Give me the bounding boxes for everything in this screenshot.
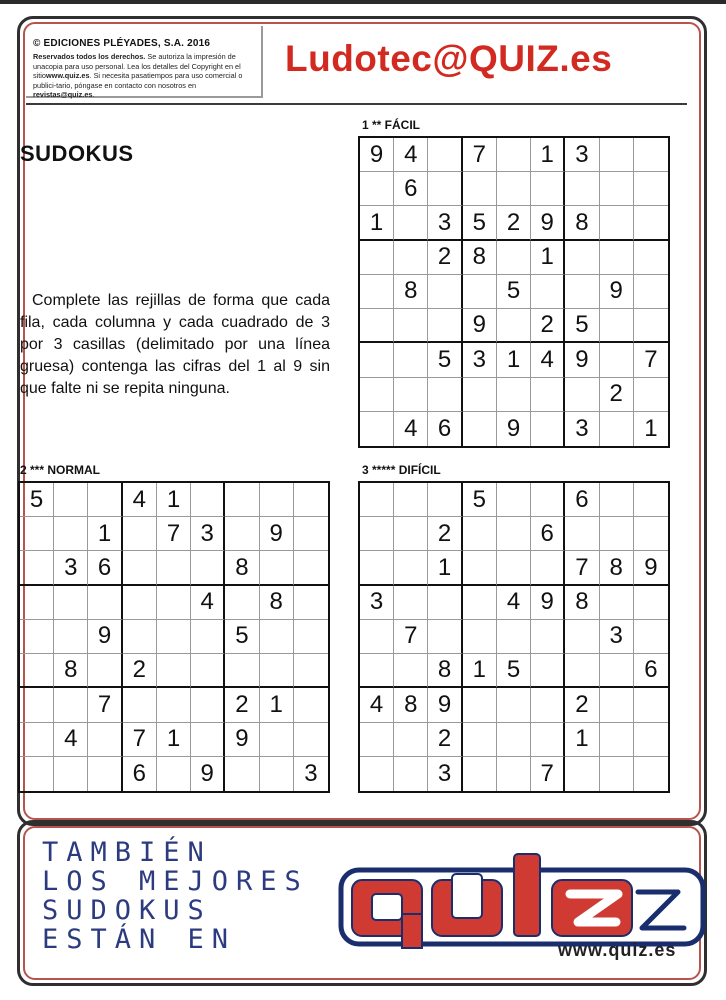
sudoku-cell[interactable]	[360, 241, 394, 275]
sudoku-cell[interactable]	[225, 757, 259, 791]
notice-text: copia para uso personal. Lea los detalles del Copyright en el sitio	[33, 61, 241, 81]
sudoku-cell: 4	[394, 138, 428, 172]
sudoku-cell[interactable]	[531, 275, 565, 309]
sudoku-cell: 8	[600, 551, 634, 585]
ad-slogan	[42, 838, 309, 954]
sudoku-grid-hard	[358, 481, 670, 793]
sudoku-cell: 1	[463, 654, 497, 688]
sudoku-cell[interactable]	[634, 378, 668, 412]
sudoku-cell[interactable]	[565, 620, 599, 654]
sudoku-cell: 3	[360, 586, 394, 620]
sudoku-cell[interactable]	[634, 688, 668, 722]
sudoku-cell: 2	[531, 309, 565, 343]
sudoku-cell[interactable]	[225, 483, 259, 517]
sudoku-cell[interactable]	[360, 172, 394, 206]
sudoku-cell: 8	[394, 688, 428, 722]
sudoku-cell: 3	[428, 757, 462, 791]
sudoku-cell: 7	[531, 757, 565, 791]
sudoku-cell: 3	[600, 620, 634, 654]
sudoku-cell[interactable]	[191, 551, 225, 585]
notice-text: Se autoriza la impresión de una	[33, 52, 236, 71]
sudoku-cell: 6	[123, 757, 157, 791]
sudoku-cell: 5	[225, 620, 259, 654]
sudoku-cell[interactable]	[191, 620, 225, 654]
sudoku-cell: 3	[191, 517, 225, 551]
notice-text: tario, póngase en contacto con nosotros en	[56, 80, 197, 90]
sudoku-cell[interactable]	[497, 483, 531, 517]
puzzle-label-easy: 1 ** FÁCIL	[362, 118, 421, 132]
copyright-title: © EDICIONES PLÉYADES, S.A. 2016	[33, 38, 211, 49]
page-title: SUDOKUS	[20, 141, 134, 166]
sudoku-cell[interactable]	[497, 723, 531, 757]
sudoku-cell[interactable]	[20, 551, 54, 585]
sudoku-cell: 3	[428, 206, 462, 240]
sudoku-cell[interactable]	[463, 688, 497, 722]
sudoku-cell[interactable]	[88, 723, 122, 757]
ad-line: SUDOKUS	[42, 895, 212, 926]
sudoku-cell[interactable]	[634, 483, 668, 517]
sudoku-cell: 4	[191, 586, 225, 620]
sudoku-cell[interactable]	[394, 757, 428, 791]
sudoku-cell[interactable]	[600, 138, 634, 172]
ad-line: ESTÁN EN	[42, 924, 237, 955]
notice-bold-text: Reservados todos los derechos.	[33, 52, 146, 61]
sudoku-cell: 3	[304, 759, 318, 787]
sudoku-cell[interactable]	[260, 483, 294, 517]
sudoku-cell[interactable]	[428, 172, 462, 206]
top-border-line	[0, 0, 726, 4]
sudoku-cell: 2	[565, 688, 599, 722]
sudoku-cell[interactable]	[634, 275, 668, 309]
sudoku-cell: 6	[428, 412, 462, 446]
sudoku-cell[interactable]	[634, 586, 668, 620]
sudoku-cell[interactable]	[191, 688, 225, 722]
sudoku-cell[interactable]	[360, 275, 394, 309]
sudoku-cell[interactable]	[634, 172, 668, 206]
sudoku-cell: 6	[531, 517, 565, 551]
sudoku-cell[interactable]	[260, 551, 294, 585]
ad-line: LOS MEJORES	[42, 866, 309, 897]
sudoku-cell: 7	[634, 343, 668, 377]
sudoku-cell: 6	[88, 551, 122, 585]
sudoku-cell[interactable]	[54, 620, 88, 654]
instructions-text: Complete las rejillas de forma que cada fila, cada columna y cada cuadrado de 3 por 3 casillas (delimitado por una línea gruesa) contenga las cifras del 1 al 9 sin que falte ni se repita ninguna.	[20, 292, 330, 397]
sudoku-cell[interactable]	[123, 586, 157, 620]
sudoku-cell[interactable]	[600, 412, 634, 446]
sudoku-cell[interactable]	[360, 654, 394, 688]
sudoku-cell[interactable]	[565, 517, 599, 551]
sudoku-cell: 7	[463, 138, 497, 172]
sudoku-cell[interactable]	[531, 723, 565, 757]
sudoku-cell[interactable]	[600, 309, 634, 343]
sudoku-cell[interactable]	[497, 378, 531, 412]
sudoku-cell[interactable]	[88, 483, 122, 517]
sudoku-cell: 1	[428, 551, 462, 585]
sudoku-cell: 1	[88, 517, 122, 551]
sudoku-cell[interactable]	[531, 620, 565, 654]
sudoku-cell: 4	[360, 688, 394, 722]
sudoku-cell[interactable]	[394, 654, 428, 688]
sudoku-cell[interactable]	[463, 275, 497, 309]
sudoku-cell: 3	[54, 551, 88, 585]
copyright-notice	[33, 52, 258, 100]
sudoku-cell[interactable]	[360, 723, 394, 757]
sudoku-cell[interactable]	[225, 586, 259, 620]
sudoku-cell: 2	[497, 206, 531, 240]
sudoku-cell[interactable]	[294, 483, 328, 517]
sudoku-cell: 1	[565, 723, 599, 757]
sudoku-cell: 5	[463, 483, 497, 517]
sudoku-cell[interactable]	[294, 688, 328, 722]
sudoku-cell[interactable]	[294, 586, 328, 620]
sudoku-cell[interactable]	[394, 378, 428, 412]
sudoku-cell[interactable]	[600, 757, 634, 791]
sudoku-cell: 1	[157, 723, 191, 757]
notice-bold-text: revistas@quiz.es	[33, 90, 93, 100]
sudoku-cell: 9	[634, 551, 668, 585]
sudoku-cell: 2	[600, 378, 634, 412]
sudoku-cell: 8	[565, 586, 599, 620]
sudoku-cell[interactable]	[531, 483, 565, 517]
sudoku-cell[interactable]	[497, 309, 531, 343]
sudoku-cell: 1	[157, 483, 191, 517]
sudoku-cell[interactable]	[463, 378, 497, 412]
sudoku-cell[interactable]	[157, 620, 191, 654]
sudoku-cell: 9	[531, 206, 565, 240]
sudoku-cell[interactable]	[394, 551, 428, 585]
sudoku-cell[interactable]	[463, 723, 497, 757]
sudoku-cell: 1	[497, 343, 531, 377]
sudoku-cell: 2	[123, 654, 157, 688]
sudoku-cell[interactable]	[191, 654, 225, 688]
puzzle-label-normal: 2 *** NORMAL	[20, 463, 101, 477]
sudoku-cell[interactable]	[54, 688, 88, 722]
sudoku-cell[interactable]	[428, 309, 462, 343]
sudoku-cell[interactable]	[428, 138, 462, 172]
sudoku-cell: 1	[531, 241, 565, 275]
brand-title: Ludotec@QUIZ.es	[285, 38, 613, 79]
sudoku-cell: 8	[565, 206, 599, 240]
sudoku-cell: 4	[54, 723, 88, 757]
sudoku-cell[interactable]	[157, 586, 191, 620]
sudoku-cell[interactable]	[497, 517, 531, 551]
sudoku-cell[interactable]	[123, 620, 157, 654]
sudoku-cell[interactable]	[157, 654, 191, 688]
sudoku-cell[interactable]	[634, 206, 668, 240]
sudoku-cell: 7	[88, 688, 122, 722]
notice-text: . Si necesita pasatiempos para uso comercial o publici-	[33, 71, 243, 90]
sudoku-cell[interactable]	[260, 620, 294, 654]
sudoku-cell: 8	[394, 275, 428, 309]
sudoku-cell[interactable]	[497, 241, 531, 275]
sudoku-cell[interactable]	[88, 757, 122, 791]
sudoku-cell[interactable]	[157, 688, 191, 722]
sudoku-cell[interactable]	[20, 723, 54, 757]
sudoku-cell: 5	[428, 343, 462, 377]
sudoku-cell[interactable]	[600, 654, 634, 688]
sudoku-cell[interactable]	[497, 620, 531, 654]
sudoku-cell[interactable]	[463, 757, 497, 791]
sudoku-cell: 2	[428, 517, 462, 551]
sudoku-cell[interactable]	[360, 757, 394, 791]
sudoku-cell[interactable]	[20, 586, 54, 620]
sudoku-cell[interactable]	[565, 275, 599, 309]
website-url: www.quiz.es	[558, 940, 677, 960]
sudoku-cell[interactable]	[634, 309, 668, 343]
sudoku-grid-easy	[358, 136, 670, 448]
sudoku-cell[interactable]	[531, 688, 565, 722]
sudoku-cell[interactable]	[463, 517, 497, 551]
sudoku-cell[interactable]	[463, 551, 497, 585]
sudoku-cell[interactable]	[394, 241, 428, 275]
sudoku-cell: 8	[463, 241, 497, 275]
sudoku-cell[interactable]	[497, 172, 531, 206]
sudoku-cell[interactable]	[497, 757, 531, 791]
sudoku-cell[interactable]	[565, 172, 599, 206]
sudoku-cell[interactable]	[394, 723, 428, 757]
sudoku-cell: 5	[20, 483, 54, 517]
sudoku-cell[interactable]	[225, 654, 259, 688]
sudoku-cell: 9	[531, 586, 565, 620]
notice-bold-text: www.quiz.es	[45, 71, 90, 81]
sudoku-cell[interactable]	[600, 241, 634, 275]
sudoku-cell: 9	[88, 620, 122, 654]
sudoku-cell[interactable]	[565, 378, 599, 412]
sudoku-cell[interactable]	[394, 206, 428, 240]
sudoku-cell[interactable]	[294, 551, 328, 585]
sudoku-cell: 8	[260, 586, 294, 620]
sudoku-cell[interactable]	[225, 517, 259, 551]
sudoku-cell[interactable]	[428, 620, 462, 654]
sudoku-cell[interactable]	[88, 586, 122, 620]
sudoku-cell[interactable]	[123, 688, 157, 722]
sudoku-cell: 8	[225, 551, 259, 585]
sudoku-cell: 1	[644, 414, 658, 442]
sudoku-cell: 9	[565, 343, 599, 377]
sudoku-cell[interactable]	[600, 723, 634, 757]
sudoku-cell[interactable]	[88, 654, 122, 688]
sudoku-grid-normal	[18, 481, 330, 793]
sudoku-cell: 1	[531, 138, 565, 172]
sudoku-cell: 2	[225, 688, 259, 722]
sudoku-cell[interactable]	[20, 654, 54, 688]
sudoku-cell[interactable]	[600, 688, 634, 722]
sudoku-cell: 4	[497, 586, 531, 620]
sudoku-cell[interactable]	[634, 757, 668, 791]
sudoku-cell: 3	[463, 343, 497, 377]
sudoku-cell[interactable]	[20, 517, 54, 551]
sudoku-cell[interactable]	[531, 654, 565, 688]
sudoku-cell: 1	[360, 206, 394, 240]
sudoku-cell[interactable]	[360, 343, 394, 377]
sudoku-cell[interactable]	[634, 138, 668, 172]
sudoku-cell[interactable]	[191, 483, 225, 517]
sudoku-cell[interactable]	[634, 517, 668, 551]
sudoku-cell[interactable]	[394, 517, 428, 551]
sudoku-cell[interactable]	[360, 483, 394, 517]
sudoku-cell: 6	[634, 654, 668, 688]
sudoku-cell: 2	[428, 723, 462, 757]
sudoku-cell[interactable]	[565, 654, 599, 688]
sudoku-cell: 8	[54, 654, 88, 688]
puzzle-label-hard: 3 ***** DIFÍCIL	[362, 463, 441, 477]
sudoku-cell[interactable]	[463, 412, 497, 446]
sudoku-cell[interactable]	[20, 688, 54, 722]
sudoku-cell: 3	[565, 412, 599, 446]
sudoku-cell: 5	[565, 309, 599, 343]
sudoku-cell[interactable]	[428, 586, 462, 620]
sudoku-cell: 9	[463, 309, 497, 343]
sudoku-cell[interactable]	[294, 620, 328, 654]
sudoku-cell: 9	[428, 688, 462, 722]
sudoku-cell[interactable]	[531, 172, 565, 206]
sudoku-cell: 7	[565, 551, 599, 585]
sudoku-cell[interactable]	[531, 551, 565, 585]
sudoku-cell: 6	[394, 172, 428, 206]
sudoku-cell[interactable]	[463, 172, 497, 206]
quiz-logo	[338, 844, 708, 954]
sudoku-cell[interactable]	[600, 206, 634, 240]
sudoku-cell[interactable]	[565, 241, 599, 275]
sudoku-cell[interactable]	[497, 551, 531, 585]
sudoku-cell: 9	[600, 275, 634, 309]
sudoku-cell[interactable]	[54, 483, 88, 517]
sudoku-cell[interactable]	[360, 517, 394, 551]
sudoku-cell: 4	[531, 343, 565, 377]
sudoku-cell: 7	[157, 517, 191, 551]
notice-text: .	[92, 90, 95, 100]
sudoku-cell: 3	[565, 138, 599, 172]
sudoku-cell: 7	[123, 723, 157, 757]
sudoku-cell[interactable]	[157, 551, 191, 585]
sudoku-cell[interactable]	[634, 241, 668, 275]
sudoku-cell[interactable]	[428, 275, 462, 309]
sudoku-cell: 5	[497, 654, 531, 688]
quiz-logo-graphic	[338, 844, 708, 954]
sudoku-cell[interactable]	[394, 586, 428, 620]
sudoku-cell[interactable]	[394, 343, 428, 377]
sudoku-cell[interactable]	[634, 620, 668, 654]
sudoku-cell[interactable]	[360, 412, 394, 446]
sudoku-cell[interactable]	[360, 309, 394, 343]
sudoku-cell[interactable]	[463, 620, 497, 654]
sudoku-cell: 5	[463, 206, 497, 240]
sudoku-cell: 9	[225, 723, 259, 757]
sudoku-cell: 6	[565, 483, 599, 517]
sudoku-cell: 9	[497, 412, 531, 446]
sudoku-cell[interactable]	[394, 309, 428, 343]
sudoku-cell[interactable]	[54, 586, 88, 620]
sudoku-cell[interactable]	[497, 688, 531, 722]
sudoku-cell[interactable]	[191, 723, 225, 757]
sudoku-cell: 5	[497, 275, 531, 309]
sudoku-cell[interactable]	[20, 620, 54, 654]
sudoku-cell[interactable]	[394, 483, 428, 517]
sudoku-cell[interactable]	[294, 654, 328, 688]
ad-line: TAMBIÉN	[42, 837, 212, 868]
sudoku-cell[interactable]	[260, 723, 294, 757]
sudoku-cell[interactable]	[428, 483, 462, 517]
sudoku-cell[interactable]	[463, 586, 497, 620]
sudoku-cell[interactable]	[294, 723, 328, 757]
sudoku-cell: 7	[394, 620, 428, 654]
sudoku-cell[interactable]	[123, 517, 157, 551]
sudoku-cell: 9	[260, 517, 294, 551]
sudoku-cell[interactable]	[497, 138, 531, 172]
sudoku-cell: 2	[428, 241, 462, 275]
sudoku-cell[interactable]	[157, 757, 191, 791]
sudoku-cell[interactable]	[600, 586, 634, 620]
sudoku-cell[interactable]	[360, 551, 394, 585]
sudoku-cell[interactable]	[600, 483, 634, 517]
sudoku-cell[interactable]	[634, 723, 668, 757]
sudoku-cell: 9	[360, 138, 394, 172]
sudoku-cell[interactable]	[360, 378, 394, 412]
sudoku-cell[interactable]	[54, 757, 88, 791]
sudoku-cell[interactable]	[600, 172, 634, 206]
sudoku-cell[interactable]	[600, 343, 634, 377]
sudoku-cell: 8	[428, 654, 462, 688]
sudoku-cell[interactable]	[260, 757, 294, 791]
sudoku-cell[interactable]	[600, 517, 634, 551]
header-divider	[26, 103, 687, 105]
sudoku-cell[interactable]	[20, 757, 54, 791]
sudoku-cell[interactable]	[294, 517, 328, 551]
sudoku-cell: 4	[394, 412, 428, 446]
sudoku-cell[interactable]	[531, 378, 565, 412]
sudoku-cell: 1	[260, 688, 294, 722]
sudoku-cell[interactable]	[360, 620, 394, 654]
sudoku-cell[interactable]	[565, 757, 599, 791]
sudoku-cell[interactable]	[428, 378, 462, 412]
sudoku-cell: 9	[191, 757, 225, 791]
sudoku-cell[interactable]	[260, 654, 294, 688]
sudoku-cell: 4	[123, 483, 157, 517]
sudoku-cell[interactable]	[54, 517, 88, 551]
sudoku-cell[interactable]	[123, 551, 157, 585]
sudoku-cell[interactable]	[531, 412, 565, 446]
